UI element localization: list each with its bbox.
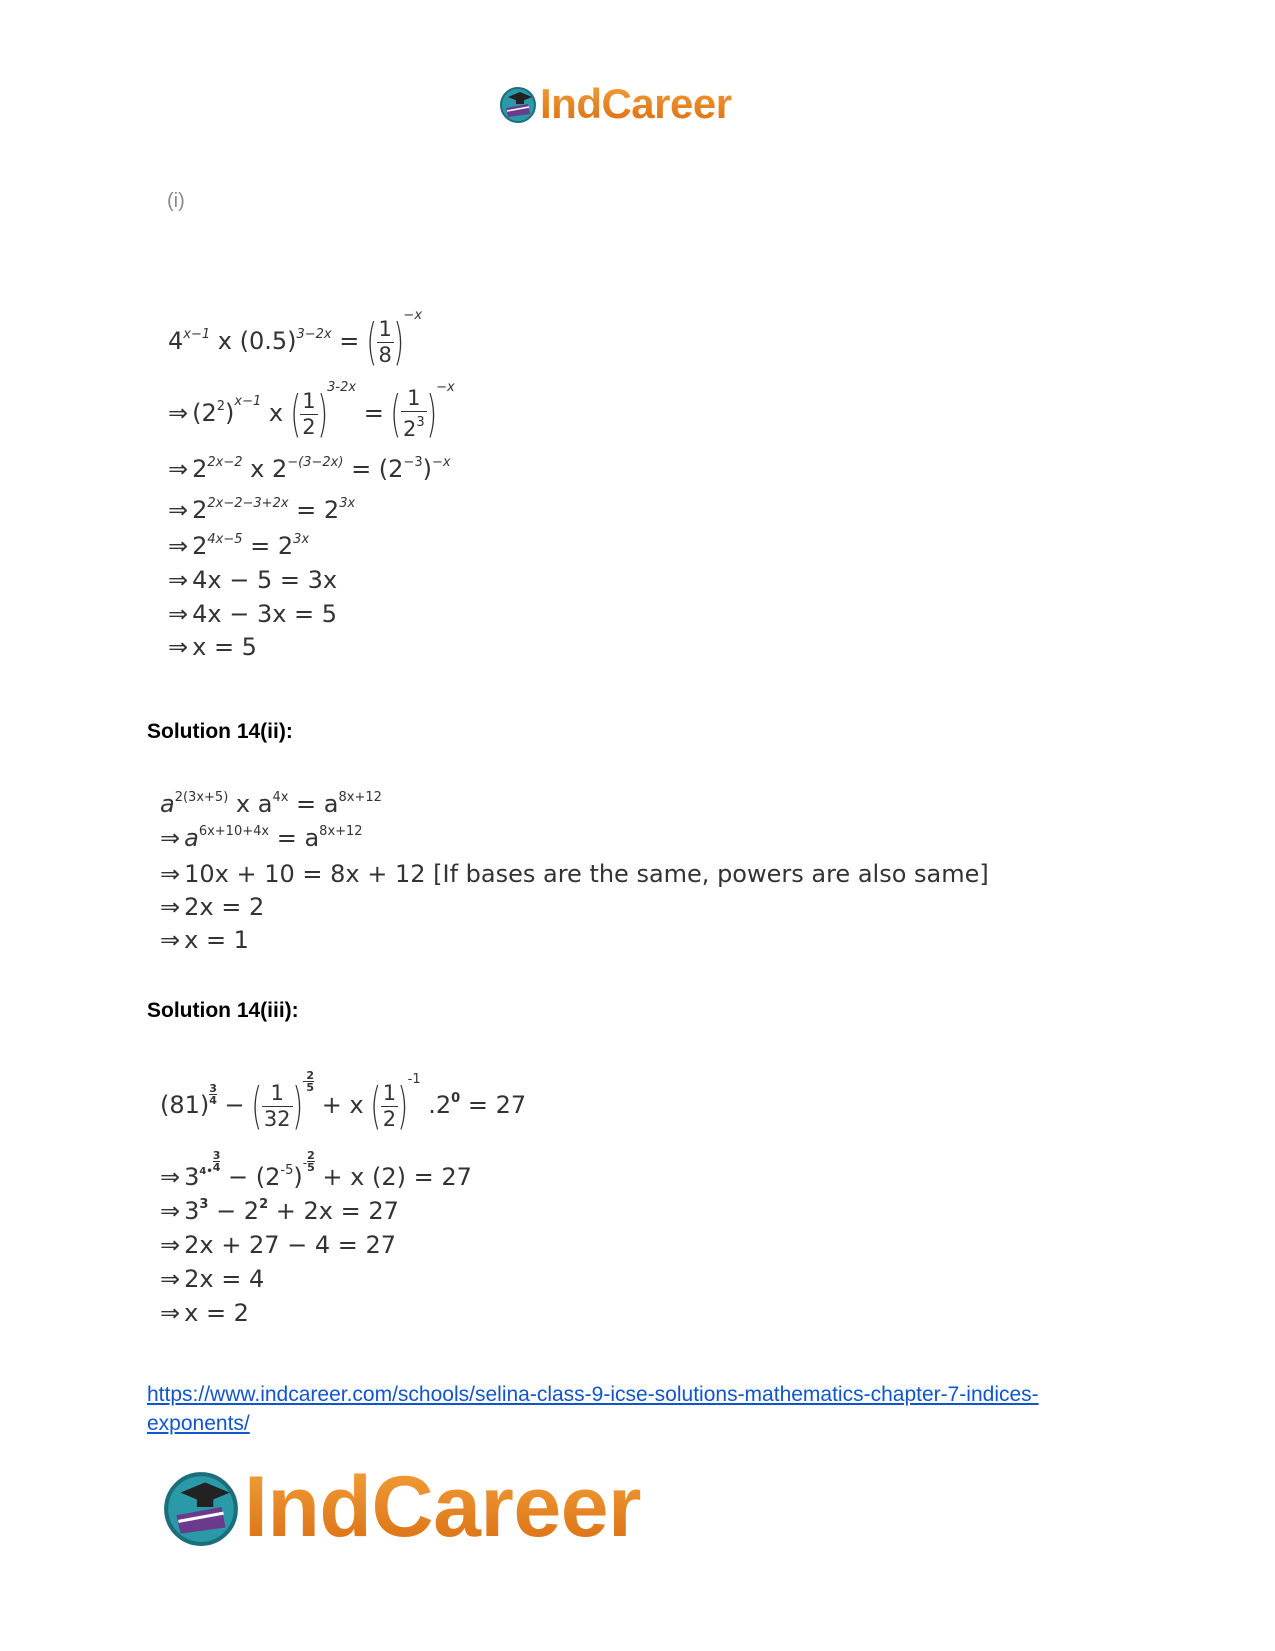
sol-ii-line-2: ⇒ $a^{6x+10+4x} = a^{8x+12}$ bbox=[160, 824, 363, 852]
solution-14-iii-heading: Solution 14(iii): bbox=[147, 999, 299, 1022]
sol-i-line-1: $4^{x-1}$ x $(0.5)^{3-2x}$ = ( $\frac{1}{8}$ )$^{-x}$ bbox=[168, 308, 423, 371]
sol-iii-line-1: (81) $\frac{3}{4}$ − ( $\frac{1}{32}$ )- $\frac{2}{5}$ + x ( $\frac{1}{2}$ )$^{-1}$ $.2^0 = 27$ bbox=[160, 1069, 527, 1135]
graduation-book-globe-icon bbox=[160, 1466, 242, 1548]
sol-i-line-2: ⇒ $(2^2)^{x-1}$ x ( $\frac{1}{2}$ )$^{3-2x}$ = ( $\frac{1}{2^3}$ )$^{-x}$ bbox=[168, 380, 455, 443]
sol-i-line-7: ⇒ 4x − 3x = 5 bbox=[168, 600, 338, 628]
indcareer-logo-bottom bbox=[160, 1458, 641, 1555]
logo-wordmark: IndCareer bbox=[244, 1458, 641, 1555]
source-link[interactable]: https://www.indcareer.com/schools/selina-class-9-icse-solutions-mathematics-chapter-7-indices-exponents/ bbox=[147, 1383, 1039, 1435]
logo-wordmark: IndCareer bbox=[540, 80, 732, 127]
sol-ii-line-3: ⇒ 10x + 10 = 8x + 12 [If bases are the same, powers are also same] bbox=[160, 860, 989, 888]
sol-ii-line-4: ⇒ 2x = 2 bbox=[160, 893, 265, 921]
sol-iii-line-6: ⇒ x = 2 bbox=[160, 1299, 249, 1327]
graduation-book-globe-icon bbox=[498, 84, 538, 124]
sol-iii-line-5: ⇒ 2x = 4 bbox=[160, 1265, 265, 1293]
sol-i-line-5: ⇒ $2^{4x-5} = 2^{3x}$ bbox=[168, 532, 310, 560]
sol-i-line-4: ⇒ $2^{2x-2-3+2x} = 2^{3x}$ bbox=[168, 496, 356, 524]
sol-iii-line-4: ⇒ 2x + 27 − 4 = 27 bbox=[160, 1231, 397, 1259]
sol-i-line-6: ⇒ 4x − 5 = 3x bbox=[168, 566, 338, 594]
sol-iii-line-3: ⇒ $3^3 - 2^2 + 2x = 27$ bbox=[160, 1197, 399, 1225]
solution-14-ii-heading: Solution 14(ii): bbox=[147, 720, 293, 743]
sol-ii-line-5: ⇒ x = 1 bbox=[160, 926, 249, 954]
sol-ii-line-1: $a^{2(3x+5)}$ x $a^{4x} = a^{8x+12}$ bbox=[160, 790, 382, 818]
indcareer-logo-top bbox=[498, 80, 732, 128]
sol-iii-line-2: ⇒ $3^{4•}$ $\frac{3}{4}$ − $(2^{-5})^-$ $\frac{2}{5}$ + x (2) = 27 bbox=[160, 1149, 472, 1191]
question-label: (i) bbox=[167, 190, 185, 212]
sol-i-line-3: ⇒ $2^{2x-2}$ x $2^{-(3-2x)} = (2^{-3})^{-x}$ bbox=[168, 455, 451, 483]
sol-i-line-8: ⇒ x = 5 bbox=[168, 633, 257, 661]
